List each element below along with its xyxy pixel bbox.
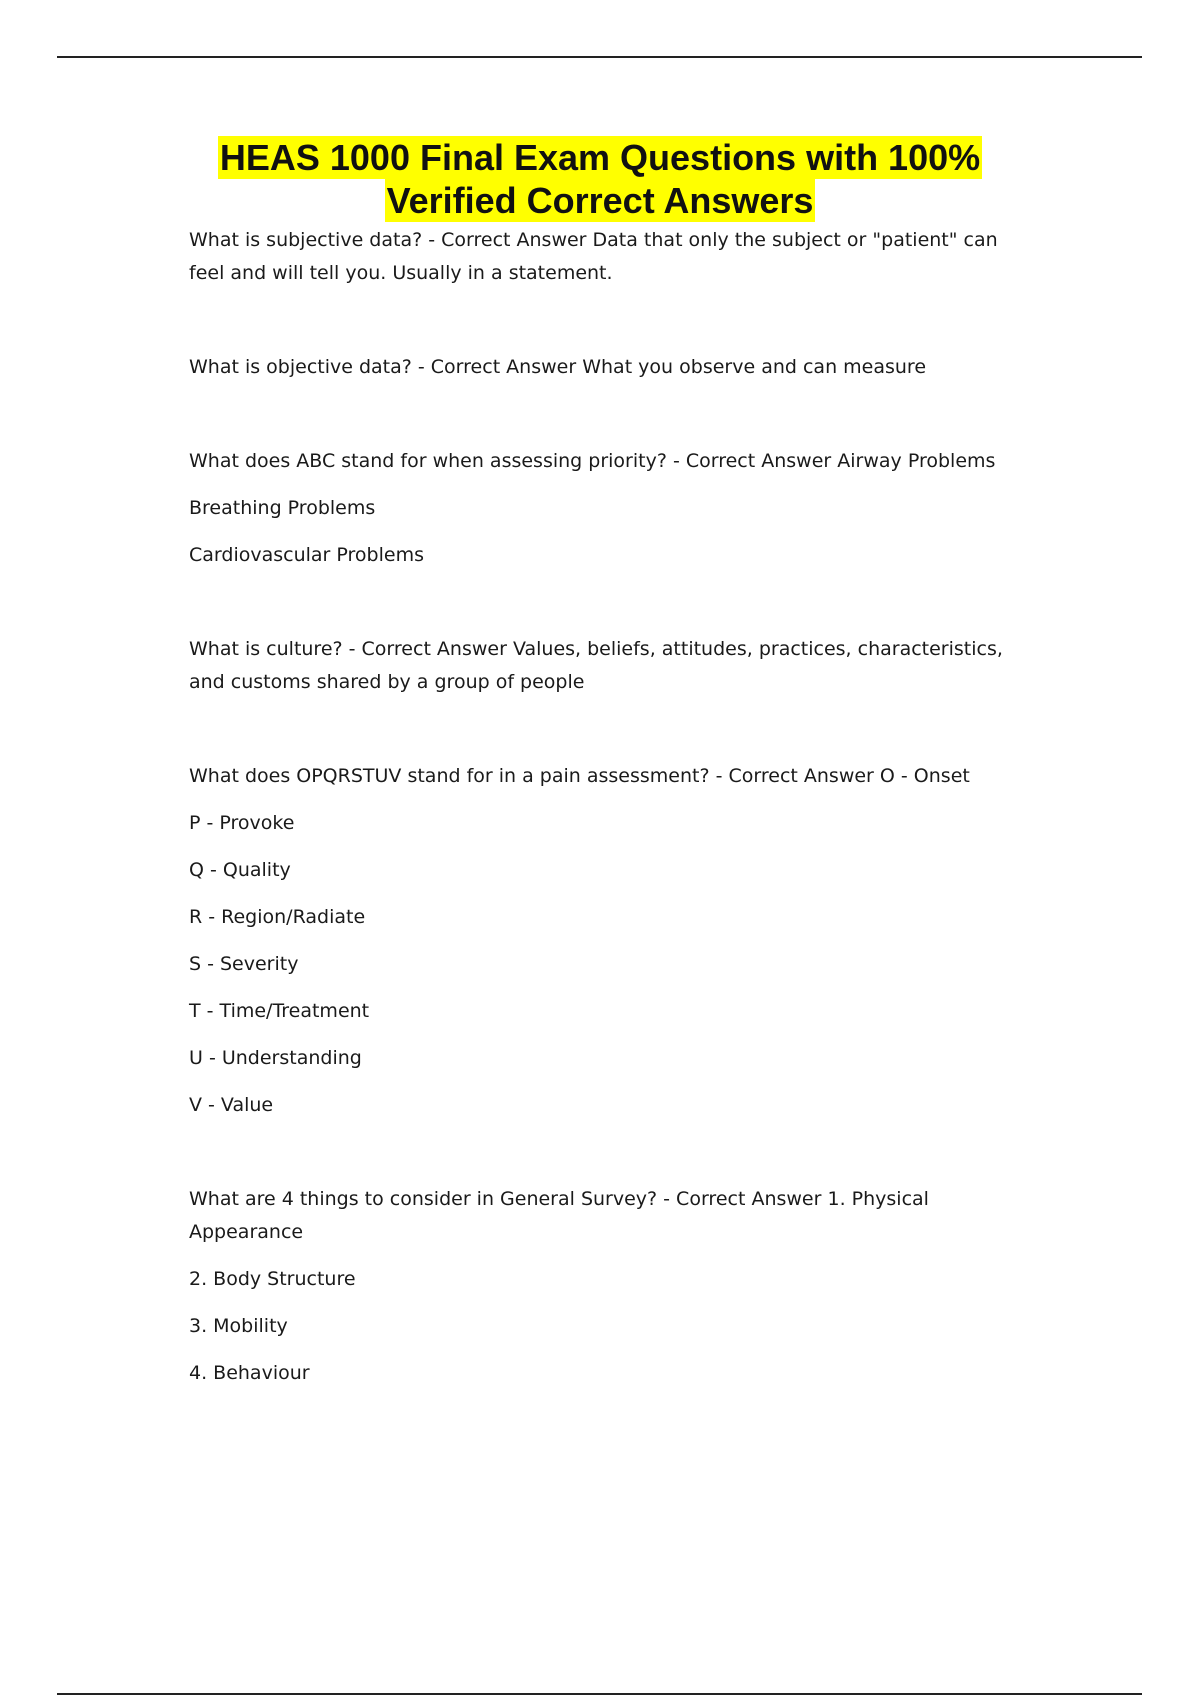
answer-line: 4. Behaviour (189, 1362, 310, 1384)
qa-item (189, 760, 1029, 1122)
qa-list (189, 224, 1029, 1390)
answer-line: P - Provoke (189, 812, 295, 834)
question-text: What is objective data? - Correct Answer (189, 356, 577, 378)
title-line-1: HEAS 1000 Final Exam Questions with 100% (219, 137, 981, 178)
answer-line: V - Value (189, 1094, 274, 1116)
answer-text: O - Onset (879, 765, 970, 787)
question-text: What is culture? - Correct Answer (189, 638, 507, 660)
qa-item (189, 633, 1029, 699)
question-text: What does OPQRSTUV stand for in a pain assessment? - Correct Answer (189, 765, 874, 787)
document-title (0, 136, 1200, 222)
qa-item (189, 224, 1029, 290)
answer-text: Data that only the subject or "patient" can feel and will tell you. Usually in a statement. (189, 229, 998, 284)
qa-item (189, 1183, 1029, 1390)
footer-rule (57, 1693, 1142, 1695)
answer-text: Values, beliefs, attitudes, practices, characteristics, and customs shared by a group of people (189, 638, 1003, 693)
header-rule (57, 56, 1142, 58)
qa-item (189, 445, 1029, 572)
answer-text: What you observe and can measure (582, 356, 927, 378)
answer-line: 3. Mobility (189, 1315, 288, 1337)
answer-line: Breathing Problems (189, 497, 376, 519)
answer-line: S - Severity (189, 953, 299, 975)
answer-line: R - Region/Radiate (189, 906, 366, 928)
answer-text: Airway Problems (837, 450, 996, 472)
answer-line: Cardiovascular Problems (189, 544, 424, 566)
answer-line: U - Understanding (189, 1047, 362, 1069)
answer-line: T - Time/Treatment (189, 1000, 370, 1022)
answer-text: 1. Physical Appearance (189, 1188, 929, 1243)
question-text: What are 4 things to consider in General Survey? - Correct Answer (189, 1188, 822, 1210)
qa-item (189, 351, 1029, 384)
title-line-2: Verified Correct Answers (386, 180, 814, 221)
question-text: What does ABC stand for when assessing priority? - Correct Answer (189, 450, 832, 472)
question-text: What is subjective data? - Correct Answer (189, 229, 587, 251)
answer-line: 2. Body Structure (189, 1268, 356, 1290)
answer-line: Q - Quality (189, 859, 291, 881)
